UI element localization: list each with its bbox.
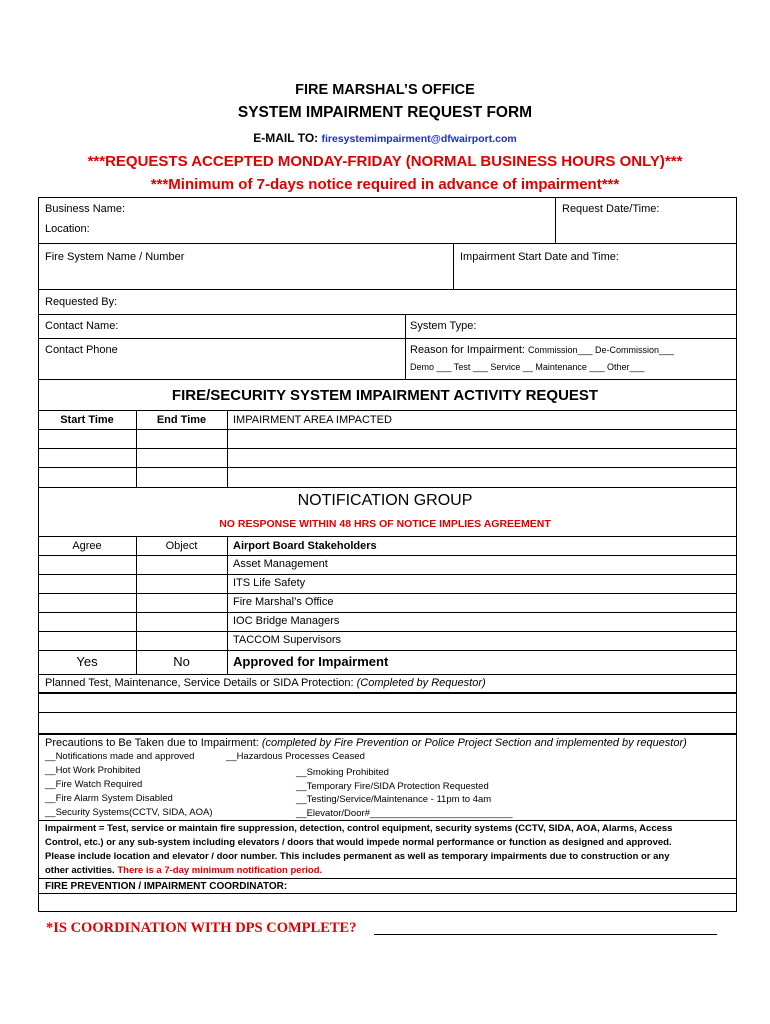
precaution-checkbox[interactable]: __Notifications made and approved [45,751,195,762]
email-link[interactable]: firesystemimpairment@dfwairport.com [321,133,517,145]
precaution-checkbox[interactable]: __Fire Alarm System Disabled [45,793,173,804]
reason-label: Reason for Impairment: [410,344,525,356]
stakeholder-item: Asset Management [233,558,328,570]
col-object: Object [165,540,198,552]
approved-label: Approved for Impairment [233,654,389,669]
precaution-checkbox[interactable]: __Smoking Prohibited [296,767,389,778]
impairment-def-line: Impairment = Test, service or maintain fire suppression, detection, control equipment, security systems (CCTV, SIDA, AOA, Alarms, Access [45,823,673,834]
impairment-def-text: other activities. [45,865,115,876]
precaution-checkbox[interactable]: __Security Systems(CCTV, SIDA, AOA) [45,807,213,818]
precaution-checkbox[interactable]: __Testing/Service/Maintenance - 11pm to 4am [296,794,492,805]
precaution-checkbox[interactable]: __Temporary Fire/SIDA Protection Requested [296,781,489,792]
activity-title: FIRE/SECURITY SYSTEM IMPAIRMENT ACTIVITY REQUEST [171,387,599,404]
precaution-checkbox[interactable]: __Hot Work Prohibited [45,765,141,776]
stakeholder-item: IOC Bridge Managers [233,615,340,627]
dps-question: *IS COORDINATION WITH DPS COMPLETE? [46,920,357,936]
business-name-field[interactable]: Business Name: [45,203,126,215]
minimum-notice-text: There is a 7-day minimum notification period. [117,865,323,876]
email-label: E-MAIL TO: [253,131,319,145]
stakeholder-item: Fire Marshal’s Office [233,596,334,608]
notification-title: NOTIFICATION GROUP [297,492,473,509]
stakeholder-item: TACCOM Supervisors [233,634,341,646]
dps-answer-line[interactable] [374,934,717,935]
email-line [0,131,770,145]
office-title: FIRE MARSHAL’S OFFICE [295,82,475,98]
approve-yes[interactable]: Yes [76,654,98,669]
col-area-impacted: IMPAIRMENT AREA IMPACTED [233,414,392,426]
col-agree: Agree [72,540,102,552]
planned-details-input[interactable] [39,694,736,712]
contact-phone-field[interactable]: Contact Phone [45,344,118,356]
area-cell[interactable] [228,430,736,448]
reason-options-2[interactable]: Demo ___ Test ___ Service __ Maintenance ___ Other___ [410,362,645,372]
reason-line [410,344,674,356]
precaution-checkbox[interactable]: __Hazardous Processes Ceased [226,751,365,762]
precautions-label: Precautions to Be Taken due to Impairment: [45,737,259,749]
col-stakeholders: Airport Board Stakeholders [233,540,377,552]
precautions-line [45,737,687,749]
planned-note: (Completed by Requestor) [356,677,486,689]
col-start-time: Start Time [60,414,114,426]
col-end-time: End Time [156,414,207,426]
impairment-def-line: Please include location and elevator / door number. This includes permanent as well as temporary impairments due to construction or any [45,851,670,862]
impairment-start-field[interactable]: Impairment Start Date and Time: [460,251,619,263]
approve-no[interactable]: No [173,654,190,669]
planned-label: Planned Test, Maintenance, Service Details or SIDA Protection: [45,677,354,689]
precautions-note: (completed by Fire Prevention or Police Project Section and implemented by requestor) [261,737,687,749]
impairment-def-line-4 [45,865,322,876]
requested-by-field[interactable]: Requested By: [45,296,118,308]
end-time-cell[interactable] [137,430,227,448]
request-datetime-field[interactable]: Request Date/Time: [562,203,660,215]
precaution-checkbox[interactable]: __Elevator/Door#___________________________ [296,808,513,819]
impairment-def-line: Control, etc.) or any sub-system including elevators / doors that would impede normal performance or function as designed and approved. [45,837,672,848]
start-time-cell[interactable] [39,430,136,448]
reason-options-1[interactable]: Commission___ De-Commission___ [528,345,675,355]
stakeholder-item: ITS Life Safety [233,577,306,589]
planned-line [45,677,486,689]
system-type-field[interactable]: System Type: [410,320,477,332]
notification-warning: NO RESPONSE WITHIN 48 HRS OF NOTICE IMPLIES AGREEMENT [219,518,551,530]
contact-name-field[interactable]: Contact Name: [45,320,119,332]
hours-notice: ***REQUESTS ACCEPTED MONDAY-FRIDAY (NORMAL BUSINESS HOURS ONLY)*** [87,153,683,170]
coordinator-field[interactable]: FIRE PREVENTION / IMPAIRMENT COORDINATOR: [45,881,288,892]
precaution-checkbox[interactable]: __Fire Watch Required [45,779,143,790]
fire-system-field[interactable]: Fire System Name / Number [45,251,185,263]
location-field[interactable]: Location: [45,223,90,235]
days-notice: ***Minimum of 7-days notice required in advance of impairment*** [150,176,620,193]
form-title: SYSTEM IMPAIRMENT REQUEST FORM [237,104,533,121]
